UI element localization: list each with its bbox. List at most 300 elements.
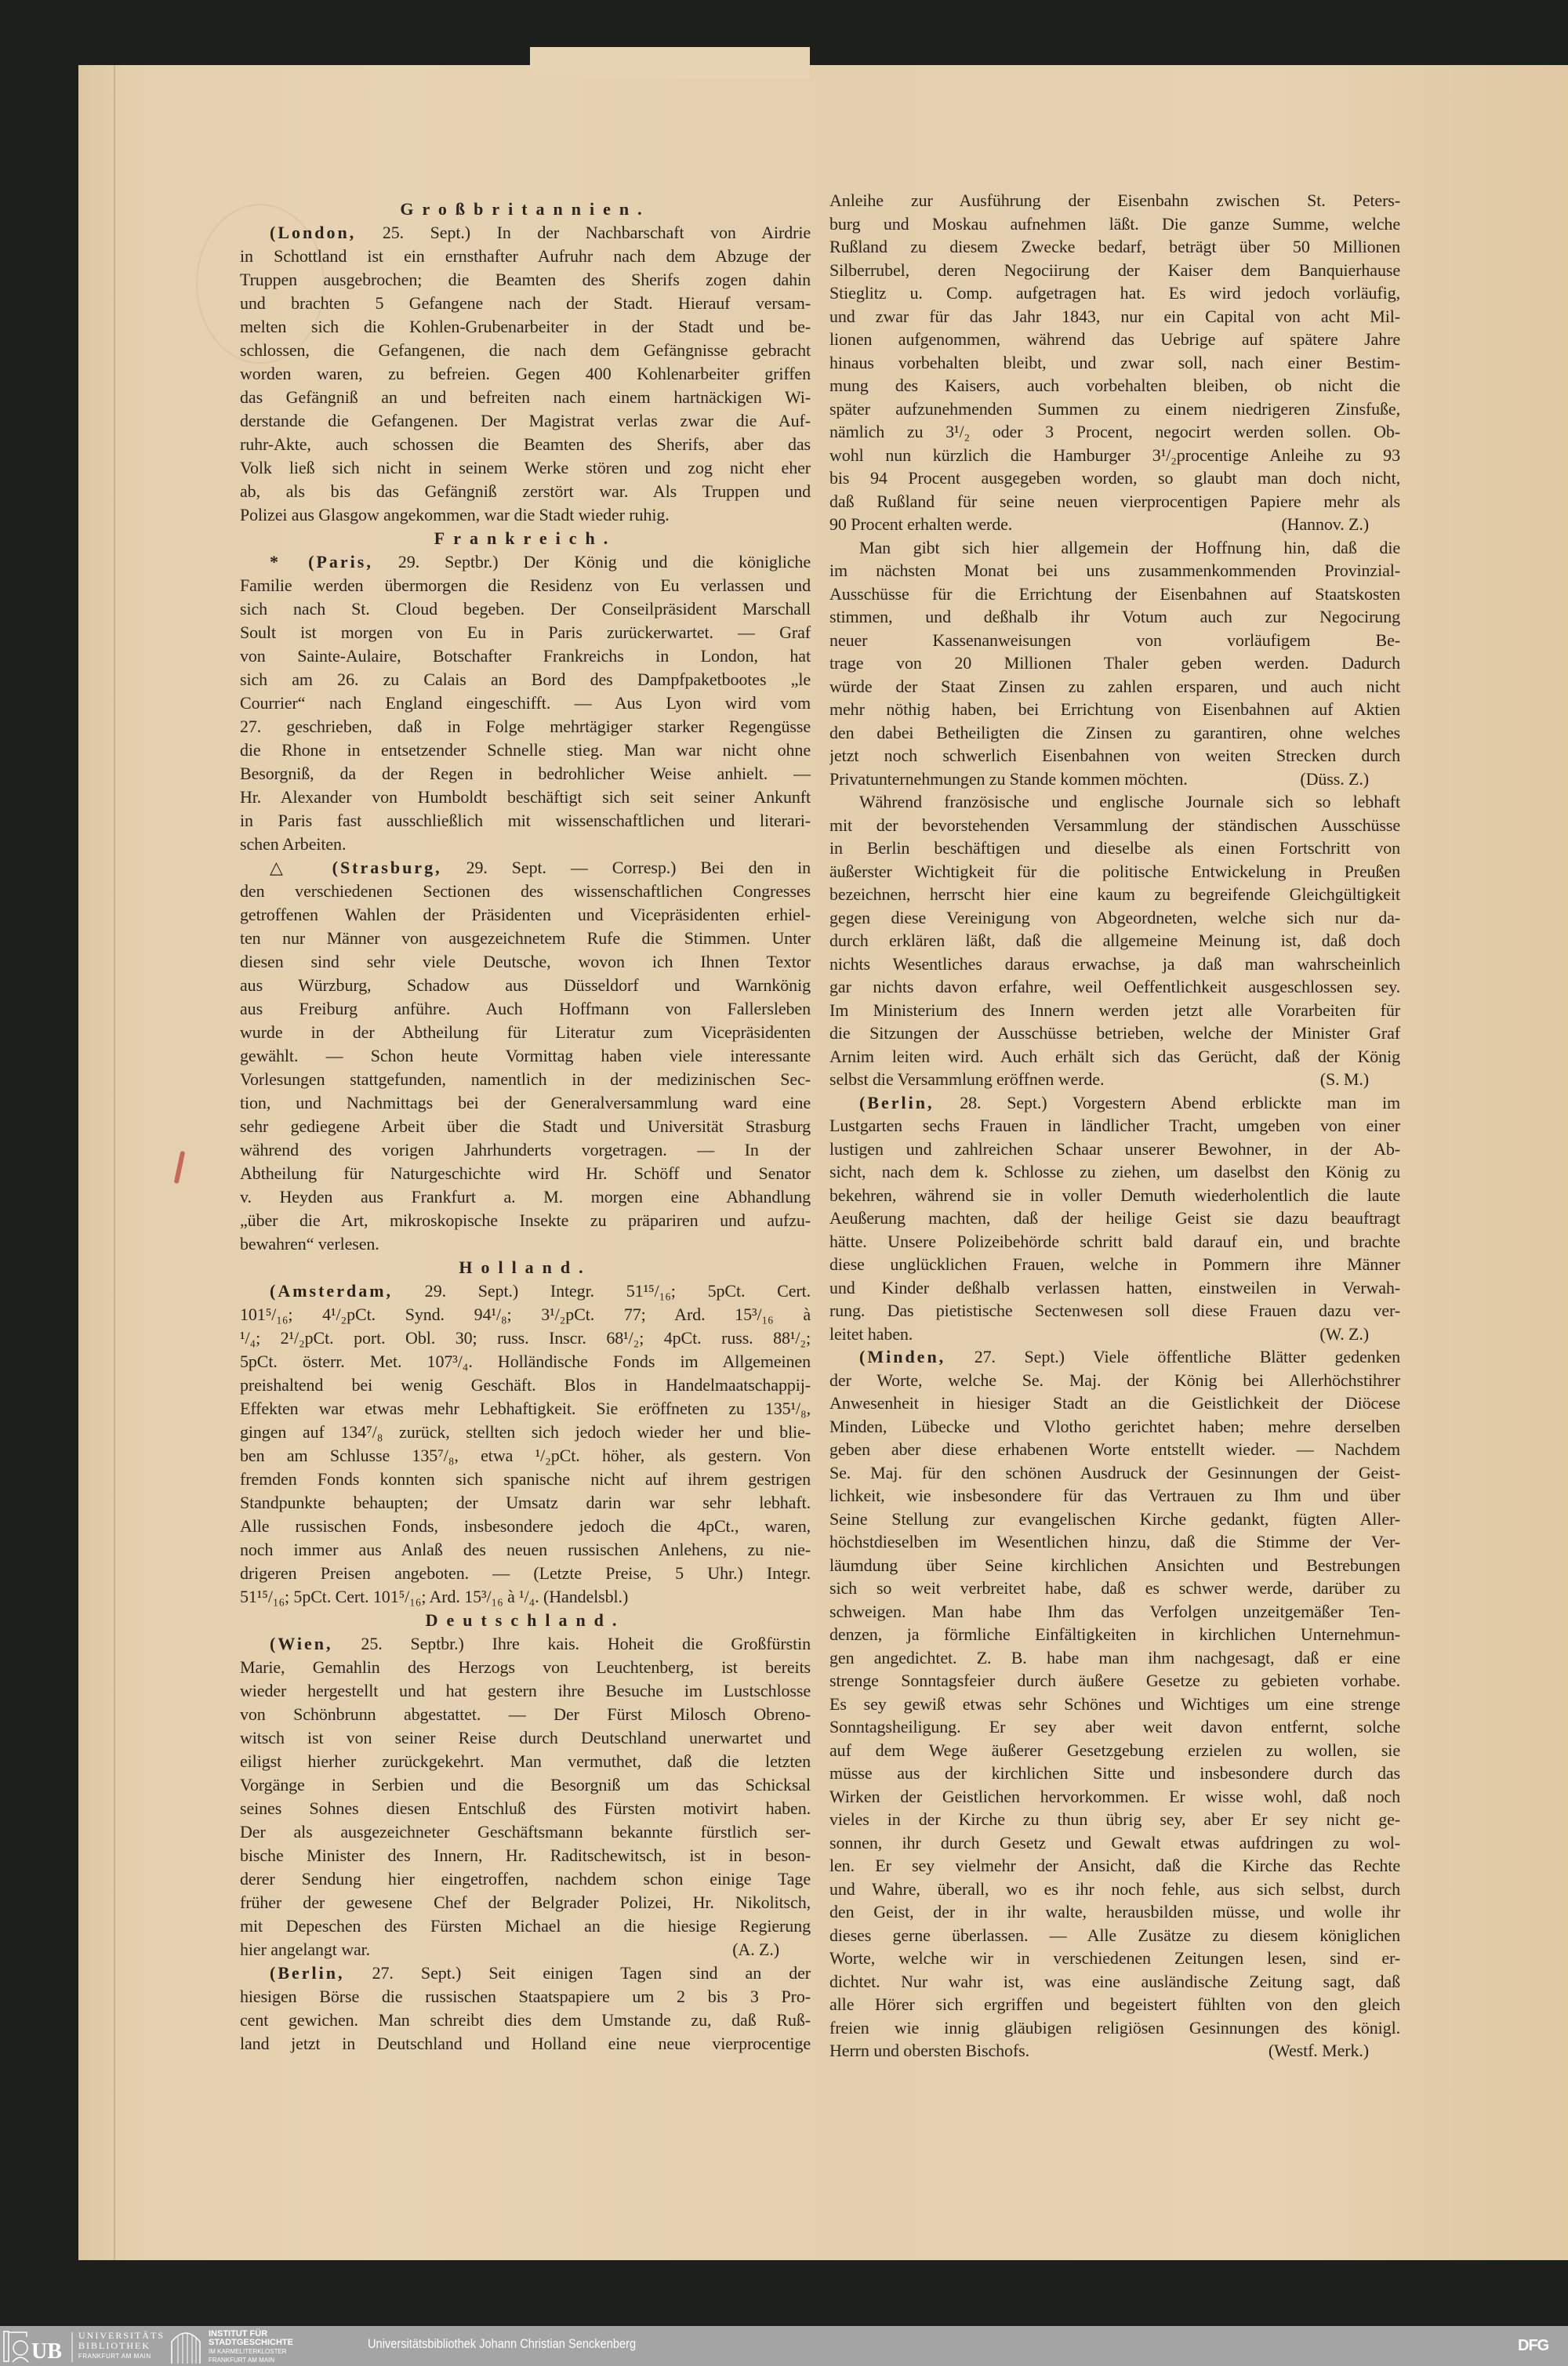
line-text: müsse aus der kirchlichen Sitte und insbesondere durch das	[829, 1763, 1400, 1783]
text-line	[829, 305, 1400, 328]
text-line	[829, 1693, 1400, 1716]
line-text: in Schottland ist ein ernsthafter Aufruhr nach dem Abzuge der	[240, 246, 811, 266]
text-line	[829, 883, 1400, 906]
line-text: Herrn und obersten Bischofs.	[829, 2041, 1030, 2060]
line-text: lionen aufgenommen, während das Uebrige auf spätere Jahre	[829, 329, 1400, 349]
page-fold-line	[114, 65, 115, 2260]
text-line	[240, 880, 811, 903]
text-line	[240, 621, 811, 644]
text-line	[240, 1679, 811, 1703]
line-text: cent gewichen. Man schreibt dies dem Umstande zu, daß Ruß-	[240, 2010, 811, 2030]
line-text: gingen auf 134⁷/₈ zurück, stellten sich jedoch wieder her und blie-	[240, 1422, 811, 1442]
line-text: len. Er sey vielmehr der Ansicht, daß die Kirche das Rechte	[829, 1856, 1400, 1875]
text-line	[240, 1021, 811, 1044]
text-line	[829, 1276, 1400, 1300]
line-text: ¹/₄; 2¹/₂pCt. port. Obl. 30; russ. Inscr. 68¹/₂; 4pCt. russ. 88¹/₂;	[240, 1328, 811, 1348]
viewer-footer	[0, 2326, 1568, 2366]
text-line	[829, 420, 1400, 444]
dateline: (Amsterdam,	[270, 1281, 394, 1301]
ifs-line4: FRANKFURT AM MAIN	[209, 2357, 275, 2364]
line-text: denzen, ja förmliche Einfältigkeiten in kirchlichen Unternehmun-	[829, 1624, 1400, 1644]
text-line	[829, 1993, 1400, 2016]
line-text: wohl nun kürzlich die Hamburger 3¹/₂procentige Anleihe zu 93	[829, 445, 1400, 465]
line-text: würde der Staat Zinsen zu zahlen ersparen, und auch nicht	[829, 676, 1400, 696]
line-text: getroffenen Wahlen der Präsidenten und Vicepräsidenten erhiel-	[240, 905, 811, 924]
text-line	[240, 1209, 811, 1232]
text-line	[240, 292, 811, 315]
dateline: (Berlin,	[270, 1963, 345, 1983]
text-line	[240, 1703, 811, 1726]
text-line	[829, 1669, 1400, 1693]
line-text: Minden, Lübecke und Vlotho gerichtet haben; mehre derselben	[829, 1416, 1400, 1436]
line-text: 29. Sept. — Corresp.) Bei den in	[441, 858, 811, 877]
line-text: sehr gediegene Arbeit über die Stadt und Universität Strasburg	[240, 1116, 811, 1136]
text-line	[829, 536, 1400, 560]
line-text: dichtet. Nur wahr ist, was eine ausländische Zeitung sagt, daß	[829, 1971, 1400, 1991]
text-line	[829, 397, 1400, 421]
line-text: Sonntagsheiligung. Er sey aber weit davon entfernt, solche	[829, 1717, 1400, 1736]
text-line	[240, 409, 811, 433]
line-text: nichts Wesentliches daraus erwachse, ja daß man wahrscheinlich	[829, 953, 1400, 974]
line-text: 101⁵/₁₆; 4¹/₂pCt. Synd. 94¹/₈; 3¹/₂pCt. 77; Ard. 15³/₁₆ à	[240, 1305, 811, 1324]
ub-logo-letters: UB	[31, 2339, 62, 2364]
library-name: Universitätsbibliothek Johann Christian Senckenberg	[368, 2336, 637, 2351]
text-line	[240, 1468, 811, 1491]
line-text: mehr nöthig haben, bei Errichtung von Eisenbahnen auf Aktien	[829, 699, 1400, 719]
line-text: der Worte, welche Se. Maj. der König bei Allerhöchstihrer	[829, 1370, 1400, 1390]
text-line	[240, 691, 811, 715]
line-text: das Gefängniß an und befreiten nach einem hartnäckigen Wi-	[240, 387, 811, 407]
text-line	[829, 929, 1400, 953]
line-text: freien wie innig gläubigen religiösen Gesinnungen des königl.	[829, 2017, 1400, 2038]
text-line	[240, 1985, 811, 2009]
text-line	[829, 1554, 1400, 1577]
text-line	[829, 860, 1400, 884]
text-line	[240, 809, 811, 833]
line-text: Besorgniß, da der Regen in bedrohlicher Weise anhielt. —	[240, 764, 811, 783]
line-text: Volk ließ sich nicht in seinem Werke stören und zog nicht eher	[240, 458, 811, 477]
text-line	[829, 1207, 1400, 1230]
text-line	[240, 1538, 811, 1562]
line-text: hätte. Unsere Polizeibehörde schritt bald darauf ein, und brachte	[829, 1231, 1400, 1251]
text-line	[829, 651, 1400, 675]
text-line	[829, 351, 1400, 375]
dateline: (Berlin,	[859, 1092, 935, 1112]
line-text: Lustgarten sechs Frauen in ländlicher Tracht, umgeben von einer	[829, 1116, 1400, 1135]
line-text: Courrier“ nach England eingeschifft. — Aus Lyon wird vom	[240, 693, 811, 713]
line-text: bewahren“ verlesen.	[240, 1234, 379, 1254]
section-heading: Holland.	[459, 1257, 592, 1277]
text-line	[240, 1279, 811, 1303]
text-line	[240, 339, 811, 362]
line-text: und Kinder deßhalb verlassen hatten, einstweilen in Verwah-	[829, 1277, 1400, 1297]
text-line	[240, 2032, 811, 2056]
text-line	[829, 582, 1400, 606]
text-line	[829, 1508, 1400, 1531]
text-line	[829, 790, 1400, 814]
text-line	[240, 786, 811, 809]
text-line	[829, 1299, 1400, 1323]
text-line	[829, 1068, 1400, 1091]
line-text: schlossen, die Gefangenen, die nach dem Gefängnisse gebracht	[240, 340, 811, 360]
line-text: Privatunternehmungen zu Stande kommen möchten.	[829, 768, 1188, 789]
line-text: eiligst hierher zurückgekehrt. Man vermuthet, daß die letzten	[240, 1751, 811, 1771]
line-text: hiesigen Börse die russischen Staatspapiere um 2 bis 3 Pro-	[240, 1987, 811, 2006]
text-line	[240, 2009, 811, 2032]
line-text: aus Würzburg, Schadow aus Düsseldorf und Warnkönig	[240, 975, 811, 995]
line-text: „über die Art, mikroskopische Insekte zu präpariren und aufzu-	[240, 1210, 811, 1230]
text-line	[829, 1022, 1400, 1045]
text-line	[240, 1515, 811, 1538]
line-text: früher der gewesene Chef der Belgrader Polizei, Hr. Nikolitsch,	[240, 1892, 811, 1912]
line-text: Ausschüsse für die Errichtung der Eisenbahnen auf Staatskosten	[829, 583, 1400, 604]
text-line	[829, 212, 1400, 236]
text-line	[829, 721, 1400, 745]
paper-torn-tab	[530, 47, 810, 78]
text-line	[829, 1715, 1400, 1739]
text-line	[829, 1530, 1400, 1554]
text-line	[240, 762, 811, 786]
line-text: Soult ist morgen von Eu in Paris zurückerwartet. — Graf	[240, 622, 811, 642]
line-text: drigeren Preisen angeboten. — (Letzte Preise, 5 Uhr.) Integr.	[240, 1563, 811, 1583]
line-text: Marie, Gemahlin des Herzogs von Leuchtenberg, ist bereits	[240, 1657, 811, 1677]
text-line	[829, 1785, 1400, 1809]
source-attribution: (A. Z.)	[732, 1940, 779, 1959]
text-line	[240, 503, 811, 527]
ub-line3: FRANKFURT AM MAIN	[78, 2353, 151, 2360]
line-text: gegen diese Vereinigung von Abgeordneten, welche sich nur da-	[829, 907, 1400, 927]
line-text: ben am Schlusse 135⁷/₈, etwa ¹/₂pCt. höher, als gestern. Von	[240, 1446, 811, 1465]
line-text: melten sich die Kohlen-Grubenarbeiter in der Stadt und be-	[240, 317, 811, 336]
section-heading: Großbritannien.	[400, 199, 651, 219]
line-text: Standpunkte behaupten; der Umsatz darin war sehr lebhaft.	[240, 1493, 811, 1512]
text-line	[829, 328, 1400, 351]
section-heading: Frankreich.	[434, 528, 617, 548]
text-line	[829, 1924, 1400, 1947]
text-line	[829, 1045, 1400, 1069]
text-line	[240, 456, 811, 480]
line-text: geben aber diese erhabenen Worte entstellt wieder. — Nachdem	[829, 1439, 1400, 1459]
text-line	[829, 1392, 1400, 1415]
text-line	[240, 1750, 811, 1773]
text-line	[829, 605, 1400, 629]
line-text: 25. Sept.) In der Nachbarschaft von Airdrie	[356, 223, 811, 242]
text-line	[240, 1797, 811, 1820]
text-line	[829, 1970, 1400, 1994]
text-line	[240, 221, 811, 245]
text-line	[829, 259, 1400, 282]
text-line	[829, 466, 1400, 490]
text-line	[240, 668, 811, 691]
line-text: Seine Stellung zur evangelischen Kirche gedankt, fügten Aller-	[829, 1508, 1400, 1529]
ifs-line2: STADTGESCHICHTE	[209, 2338, 293, 2347]
ub-line2: BIBLIOTHEK	[78, 2340, 151, 2351]
line-text: worden waren, zu befreien. Gegen 400 Kohlenarbeiter griffen	[240, 364, 811, 383]
text-line	[829, 1461, 1400, 1485]
line-text: 90 Procent erhalten werde.	[829, 514, 1013, 534]
line-text: mit Depeschen des Fürsten Michael an die hiesige Regierung	[240, 1916, 811, 1936]
text-line	[240, 1914, 811, 1938]
text-line	[829, 1739, 1400, 1762]
text-line	[829, 1762, 1400, 1785]
text-line	[829, 1808, 1400, 1831]
line-text: bezeichnen, herrscht hier eine kaum zu begreifende Gleichgültigkeit	[829, 884, 1400, 904]
line-text: auf dem Wege äußerer Gesetzgebung erzielen zu wollen, sie	[829, 1740, 1400, 1760]
line-text: 25. Septbr.) Ihre kais. Hoheit die Großfürstin	[332, 1634, 811, 1653]
text-line	[829, 744, 1400, 767]
line-text: v. Heyden aus Frankfurt a. M. morgen eine Abhandlung	[240, 1187, 811, 1207]
ub-logo-icon	[3, 2329, 74, 2364]
line-text: hinaus vorbehalten bleibt, und zwar soll, nach einer Bestim-	[829, 352, 1400, 372]
text-line	[829, 189, 1400, 212]
text-line	[829, 490, 1400, 513]
text-line	[829, 559, 1400, 582]
line-text: die Rhone in entsetzender Schnelle stieg. Man war nicht ohne	[240, 740, 811, 760]
line-text: strenge Sonntagsfeier durch äußere Gesetze zu gebieten vorhabe.	[829, 1671, 1400, 1690]
source-attribution: (S. M.)	[1319, 1069, 1369, 1089]
line-text: hier angelangt war.	[240, 1940, 371, 1959]
text-line	[829, 1345, 1400, 1369]
line-text: ab, als bis das Gefängniß zerstört war. Als Truppen und	[240, 481, 811, 501]
text-line	[829, 1831, 1400, 1855]
text-line	[829, 444, 1400, 467]
line-text: bis 94 Procent ausgegeben worden, so glaubt man doch nicht,	[829, 468, 1400, 488]
text-line	[240, 1820, 811, 1844]
line-text: Polizei aus Glasgow angekommen, war die Stadt wieder ruhig.	[240, 505, 670, 524]
text-line	[240, 1374, 811, 1397]
text-line	[829, 1484, 1400, 1508]
line-text: vieles in der Kirche zu thun übrig sey, aber Er sey nicht ge-	[829, 1809, 1400, 1829]
line-text: sich am 26. zu Calais an Bord des Dampfpaketbootes „le	[240, 670, 811, 689]
line-text: äußerster Wichtigkeit für die politische Entwickelung in Preußen	[829, 861, 1400, 881]
text-line	[240, 1726, 811, 1750]
text-line	[829, 1900, 1400, 1924]
text-line	[240, 974, 811, 997]
line-text: Während französische und englische Journale sich so lebhaft	[859, 792, 1400, 811]
text-line	[240, 997, 811, 1021]
text-line	[240, 1397, 811, 1421]
text-line	[240, 433, 811, 456]
text-line	[829, 1878, 1400, 1901]
line-text: preishaltend bei wenig Geschäft. Blos in Handelmaatschappij-	[240, 1375, 811, 1395]
ifs-line3: IM KARMELITERKLOSTER	[209, 2348, 287, 2355]
line-text: Der als ausgezeichneter Geschäftsmann bekannte fürstlich ser-	[240, 1822, 811, 1842]
line-text: während des vorigen Jahrhunderts vorgetragen. — In der	[240, 1140, 811, 1159]
text-line	[829, 513, 1400, 536]
line-text: stimmen, und deßhalb ihr Votum auch zur Negocirung	[829, 607, 1400, 626]
text-line	[240, 903, 811, 927]
text-line	[829, 1438, 1400, 1461]
text-line	[240, 738, 811, 762]
line-text: mung des Kaisers, auch vorbehalten bleiben, ob nicht die	[829, 376, 1400, 395]
text-line	[240, 1961, 811, 1985]
line-text: 28. Sept.) Vorgestern Abend erblickte man im	[934, 1092, 1400, 1112]
line-text: seines Sohnes diesen Entschluß des Fürsten motivirt haben.	[240, 1798, 811, 1818]
section-heading: Deutschland.	[425, 1610, 626, 1630]
line-text: Man gibt sich hier allgemein der Hoffnung hin, daß die	[859, 537, 1400, 557]
line-text: Anwesenheit in hiesiger Stadt an die Geistlichkeit der Diöcese	[829, 1393, 1400, 1413]
text-line	[829, 1253, 1400, 1276]
text-line	[829, 1646, 1400, 1670]
line-text: Arnim leiten wird. Auch erhält sich das Gerücht, daß der König	[829, 1046, 1400, 1066]
line-text: dieses gerne überlassen. — Alle Zusätze zu diesem königlichen	[829, 1925, 1400, 1945]
dateline: (London,	[270, 223, 357, 242]
line-text: bekehren, während sie in voller Demuth wiederholentlich die laute	[829, 1185, 1400, 1205]
line-text: lustigen und zahlreichen Schaar unserer Bewohner, in der Ab-	[829, 1138, 1400, 1159]
text-line	[240, 1138, 811, 1162]
source-attribution: (Hannov. Z.)	[1281, 514, 1369, 534]
text-line	[240, 644, 811, 668]
line-text: schweigen. Man habe Ihm das Verfolgen unzeitgemäßer Ten-	[829, 1601, 1400, 1621]
line-text: später aufzunehmenden Summen zu einem niedrigeren Zinsfuße,	[829, 398, 1400, 419]
text-line	[240, 1844, 811, 1867]
line-text: wieder hergestellt und hat gestern ihre Besuche im Lustschlosse	[240, 1681, 811, 1700]
text-line	[240, 362, 811, 386]
line-text: Silberrubel, deren Negociirung der Kaiser dem Banquierhause	[829, 259, 1400, 280]
text-line	[240, 574, 811, 597]
line-text: aus Freiburg anführe. Auch Hoffmann von Fallersleben	[240, 999, 811, 1018]
line-text: noch immer aus Anlaß des neuen russischen Anlehens, zu nie-	[240, 1540, 811, 1559]
text-line	[240, 1068, 811, 1091]
line-text: diese unglücklichen Frauen, welche in Pommern ihre Männer	[829, 1254, 1400, 1274]
line-text: ruhr-Akte, auch schossen die Beamten des Sherifs, aber das	[240, 434, 811, 454]
line-text: leitet haben.	[829, 1323, 913, 1344]
ifs-line1: INSTITUT FÜR	[209, 2329, 268, 2339]
text-line	[240, 597, 811, 621]
line-text: von Schönbrunn abgestattet. — Der Fürst Milosch Obreno-	[240, 1704, 811, 1724]
institute-logo-text	[209, 2330, 293, 2364]
line-text: mit der bevorstehenden Versammlung der ständischen Ausschüsse	[829, 815, 1400, 835]
line-text: wurde in der Abtheilung für Literatur zum Vicepräsidenten	[240, 1022, 811, 1042]
text-line	[829, 1091, 1400, 1115]
line-text: Worte, welche wir in verschiedenen Zeitungen lesen, sind er-	[829, 1948, 1400, 1968]
text-line	[240, 1421, 811, 1444]
line-text: rung. Das pietistische Sectenwesen soll diese Frauen dazu ver-	[829, 1301, 1400, 1320]
line-text: von Sainte-Aulaire, Botschafter Frankreichs in London, hat	[240, 646, 811, 666]
text-line	[240, 480, 811, 503]
dateline: △ (Strasburg,	[270, 858, 442, 877]
line-text: 5pCt. österr. Met. 107³/₄. Holländische Fonds im Allgemeinen	[240, 1352, 811, 1371]
text-line	[829, 1369, 1400, 1392]
line-text: sich nach St. Cloud begeben. Der Conseilpräsident Marschall	[240, 599, 811, 619]
line-text: nämlich zu 3¹/₂ oder 3 Procent, negocirt werden sollen. Ob-	[829, 422, 1400, 441]
line-text: 29. Sept.) Integr. 51¹⁵/₁₆; 5pCt. Cert.	[393, 1281, 811, 1301]
text-line	[829, 1138, 1400, 1161]
text-line	[829, 767, 1400, 791]
line-text: den dabei Betheiligten die Zinsen zu garantiren, ohne welches	[829, 722, 1400, 742]
text-line	[240, 1656, 811, 1679]
line-text: burg und Moskau aufnehmen läßt. Die ganze Summe, welche	[829, 213, 1400, 234]
text-line	[829, 1600, 1400, 1624]
text-line	[829, 1184, 1400, 1207]
text-line	[829, 906, 1400, 930]
line-text: Alle russischen Fonds, insbesondere jedoch die 4pCt., waren,	[240, 1516, 811, 1536]
text-line	[829, 999, 1400, 1022]
text-line	[240, 1115, 811, 1138]
line-text: schen Arbeiten.	[240, 834, 347, 854]
text-line	[829, 1114, 1400, 1138]
text-line	[829, 1160, 1400, 1184]
text-line	[240, 1891, 811, 1914]
dateline: (Minden,	[859, 1347, 946, 1366]
text-line	[829, 1623, 1400, 1646]
line-text: gar nichts davon erfahre, weil Oeffentlichkeit ausgeschlossen sey.	[829, 977, 1400, 996]
line-text: Vorgänge in Serbien und die Besorgniß um das Schicksal	[240, 1775, 811, 1794]
text-line	[240, 245, 811, 268]
line-text: 51¹⁵/₁₆; 5pCt. Cert. 101⁵/₁₆; Ard. 15³/₁₆ à ¹/₄. (Handelsbl.)	[240, 1587, 629, 1606]
column-left	[240, 198, 811, 2056]
text-line	[829, 953, 1400, 976]
text-line	[240, 950, 811, 974]
line-text: durch erklären läßt, daß die allgemeine Meinung ist, daß doch	[829, 931, 1400, 950]
line-text: Abtheilung für Naturgeschichte wird Hr. Schöff und Senator	[240, 1163, 811, 1183]
text-line	[240, 1044, 811, 1068]
line-text: Stieglitz u. Comp. aufgetragen hat. Es wird jedoch vorläufig,	[829, 283, 1400, 303]
text-line	[240, 386, 811, 409]
text-line	[240, 1326, 811, 1350]
line-text: höchstdieselben im Wesentlichen hinzu, daß die Stimme der Ver-	[829, 1532, 1400, 1551]
text-line	[829, 1577, 1400, 1600]
source-attribution: (Düss. Z.)	[1300, 768, 1369, 789]
line-text: sich so weit verbreitet habe, daß es schwer werde, darüber zu	[829, 1578, 1400, 1598]
line-text: fremden Fonds konnten sich spanische nicht auf ihrem gestrigen	[240, 1469, 811, 1489]
dfg-logo: DFG	[1518, 2337, 1549, 2354]
line-text: läumdung über Seine kirchlichen Ansichten und Bestrebungen	[829, 1555, 1400, 1575]
line-text: trage von 20 Millionen Thaler geben werden. Dadurch	[829, 653, 1400, 673]
dateline: * (Paris,	[270, 552, 373, 572]
text-line	[240, 1444, 811, 1468]
line-text: daß Rußland für seine neuen vierprocentigen Papiere mehr als	[829, 491, 1400, 511]
text-line	[829, 1230, 1400, 1254]
line-text: die Sitzungen der Ausschüsse betrieben, welche der Minister Graf	[829, 1023, 1400, 1043]
line-text: Se. Maj. für den schönen Ausdruck der Gesinnungen der Geist-	[829, 1462, 1400, 1482]
text-line	[829, 1323, 1400, 1346]
text-line	[240, 927, 811, 950]
text-line	[829, 2016, 1400, 2040]
text-line	[829, 698, 1400, 721]
line-text: lichkeit, wie insbesondere für das Vertrauen zu Ihm und über	[829, 1486, 1400, 1505]
line-text: den verschiedenen Sectionen des wissenschaftlichen Congresses	[240, 881, 811, 901]
line-text: in Berlin beschäftigen und dieselbe als einen Fortschritt von	[829, 838, 1400, 858]
line-text: sonnen, ihr durch Gesetz und Gewalt etwas aufdringen zu wol-	[829, 1832, 1400, 1853]
ub-line1: UNIVERSITÄTS	[78, 2330, 165, 2341]
text-line	[240, 1185, 811, 1209]
line-text: land jetzt in Deutschland und Holland eine neue vierprocentige	[240, 2034, 811, 2053]
text-line	[829, 975, 1400, 999]
line-text: 29. Septbr.) Der König und die königliche	[372, 552, 811, 572]
ub-logo-text	[78, 2331, 165, 2361]
line-text: neuer Kassenanweisungen von vorläufigem Be-	[829, 630, 1400, 650]
line-text: tion, und Nachmittags bei der Generalversammlung ward eine	[240, 1093, 811, 1112]
text-line	[829, 1854, 1400, 1878]
column-right	[829, 189, 1400, 2063]
text-line	[240, 268, 811, 292]
text-line	[240, 1562, 811, 1585]
line-text: derer Sendung hier eingetroffen, nachdem schon einige Tage	[240, 1869, 811, 1889]
text-line	[829, 374, 1400, 397]
line-text: gen angedichtet. Z. B. habe man ihm nachgesagt, daß er eine	[829, 1647, 1400, 1667]
line-text: selbst die Versammlung eröffnen werde.	[829, 1069, 1105, 1089]
text-line	[240, 1350, 811, 1374]
line-text: den Geist, der in ihr walte, herausbilden müsse, und wolle ihr	[829, 1902, 1400, 1921]
line-text: Hr. Alexander von Humboldt beschäftigt sich seit seiner Ankunft	[240, 787, 811, 807]
line-text: Aeußerung machten, daß der heilige Geist sie dazu beauftragt	[829, 1208, 1400, 1228]
line-text: und Wahre, überall, wo es ihr noch fehle, aus sich selbst, durch	[829, 1878, 1400, 1899]
line-text: 27. Sept.) Seit einigen Tagen sind an der	[344, 1963, 811, 1983]
text-line	[829, 235, 1400, 259]
text-line	[240, 1232, 811, 1256]
text-line	[240, 1938, 811, 1961]
